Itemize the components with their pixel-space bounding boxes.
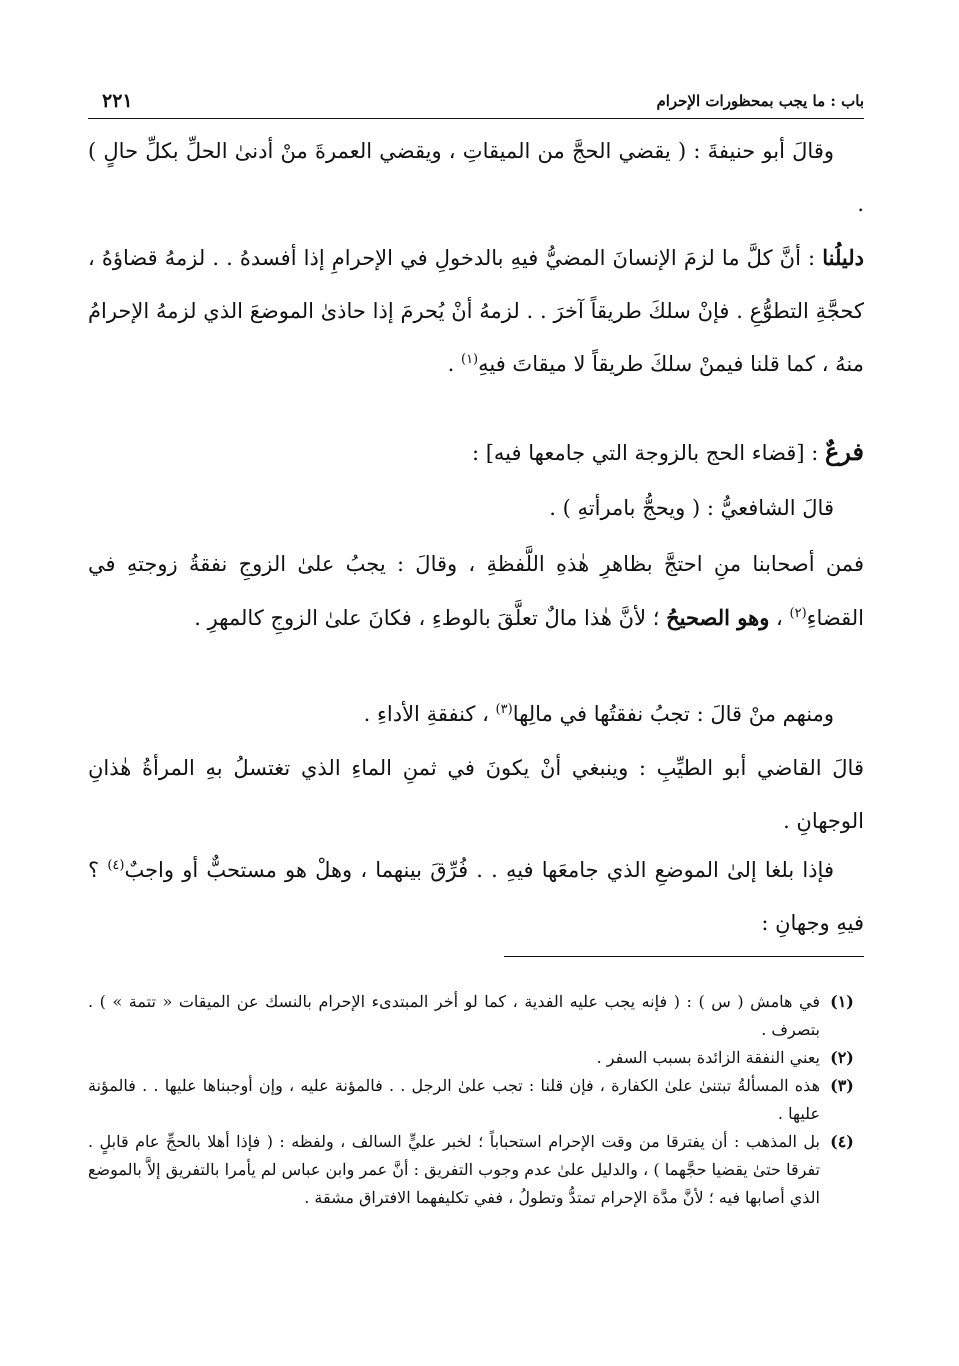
footnote-ref-1: (١) — [460, 352, 479, 367]
paragraph-other-opinion — [88, 688, 864, 741]
evidence-heading: دليلُنا — [822, 245, 864, 270]
footnote-number: (١) — [830, 992, 854, 1011]
paragraph-separation — [88, 844, 864, 950]
paragraph-abu-hanifa — [88, 125, 864, 231]
paragraph-evidence — [88, 231, 864, 391]
chapter-title: باب : ما يجب بمحظورات الإحرام — [656, 92, 864, 110]
footnote-ref-4: (٤) — [107, 858, 125, 873]
footnote-1 — [88, 988, 864, 1044]
footnote-text: بل المذهب : أن يفترقا من وقت الإحرام استحباباً ؛ لخبر عليٍّ السالف ، ولفظه : ( فإذا أهلا بالحجِّ عام قابلٍ . تفرقا حتىٰ يقضيا حجَّهما ) ، والدليل علىٰ عدم وجوب التفريق : أنَّ عمر وابن عباس لم يأمرا بالتفريق إلاَّ بالموضع الذي أصابها فيه ؛ لأنَّ مدَّة الإحرام تمتدُّ وتطولُ ، ففي تكليفهما الافتراق مشقة . — [88, 1132, 820, 1207]
footnote-3 — [88, 1072, 864, 1128]
paragraph-text: قالَ القاضي أبو الطيِّبِ : وينبغي أنْ يكونَ في ثمنِ الماءِ الذي تغتسلُ بهِ المرأةُ هٰذانِ الوجهانِ . — [88, 756, 864, 833]
footnote-number: (٢) — [830, 1048, 854, 1067]
footnote-4 — [88, 1128, 864, 1212]
footnotes-section — [88, 988, 864, 1212]
paragraph-companions-opinion — [88, 538, 864, 645]
footnote-text: يعني النفقة الزائدة بسبب السفر . — [596, 1048, 820, 1067]
page-number: ٢٢١ — [102, 90, 133, 112]
paragraph-text: ، كنفقةِ الأداءِ . — [363, 702, 496, 726]
paragraph-text: ؟ فيهِ وجهانِ : — [88, 858, 864, 935]
footnote-number: (٣) — [830, 1076, 854, 1095]
paragraph-section-heading — [88, 425, 864, 480]
footnote-separator — [504, 956, 864, 957]
paragraph-text: وقالَ أبو حنيفةَ : ( يقضي الحجَّ من الميقاتِ ، ويقضي العمرةَ منْ أدنىٰ الحلِّ بكلِّ حالٍ ) . — [88, 139, 864, 216]
paragraph-text: قالَ الشافعيُّ : ( ويحجُّ بامرأتهِ ) . — [549, 496, 834, 520]
paragraph-text: ؛ لأنَّ هٰذا مالٌ تعلَّقَ بالوطءِ ، فكانَ علىٰ الزوجِ كالمهرِ . — [194, 606, 667, 630]
footnote-text: هذه المسألةُ تبتنىٰ علىٰ الكفارة ، فإن قلنا : تجب علىٰ الرجل . . فالمؤنة عليه ، وإن أوجبناها عليها . . فالمؤنة عليها . — [88, 1076, 821, 1123]
correct-opinion-label: وهو الصحيحُ — [666, 605, 770, 630]
footnote-2 — [88, 1044, 864, 1072]
paragraph-qadi — [88, 742, 864, 848]
paragraph-text: ومنهم منْ قالَ : تجبُ نفقتُها في مالِها — [512, 702, 834, 726]
paragraph-shafii — [88, 482, 864, 535]
footnote-ref-2: (٢) — [789, 606, 807, 621]
paragraph-text: : أنَّ كلَّ ما لزمَ الإنسانَ المضيُّ فيهِ بالدخولِ في الإحرامِ إذا أفسدهُ . . لزمهُ قضاؤهُ ، كحجَّةِ التطوُّعِ . فإنْ سلكَ طريقاً آخرَ . . لزمهُ أنْ يُحرمَ إذا حاذىٰ الموضعَ الذي لزمهُ الإحرامُ منهُ ، كما قلنا فيمنْ سلكَ طريقاً لا ميقاتَ فيهِ — [88, 246, 864, 376]
paragraph-text: فإذا بلغا إلىٰ الموضعِ الذي جامعَها فيهِ . . فُرِّقَ بينهما ، وهلْ هو مستحبٌّ أو واجبٌ — [124, 858, 834, 882]
footnote-ref-3: (٣) — [495, 702, 513, 717]
page-header — [88, 82, 864, 119]
paragraph-text: ، — [769, 606, 790, 630]
paragraph-end: . — [447, 352, 461, 376]
footnote-number: (٤) — [830, 1132, 854, 1151]
footnote-text: في هامش ( س ) : ( فإنه يجب عليه الفدية ، كما لو أخر المبتدىء الإحرام بالنسك عن الميقات « تتمة » ) . بتصرف . — [88, 992, 820, 1039]
section-heading-label: فرعٌ — [824, 437, 864, 466]
paragraph-text: فمن أصحابنا منِ احتجَّ بظاهرِ هٰذهِ اللَّفظةِ ، وقالَ : يجبُ علىٰ الزوجِ نفقةُ زوجتهِ في القضاءِ — [88, 552, 864, 630]
section-heading-text: : [قضاء الحج بالزوجة التي جامعها فيه] : — [471, 441, 825, 465]
